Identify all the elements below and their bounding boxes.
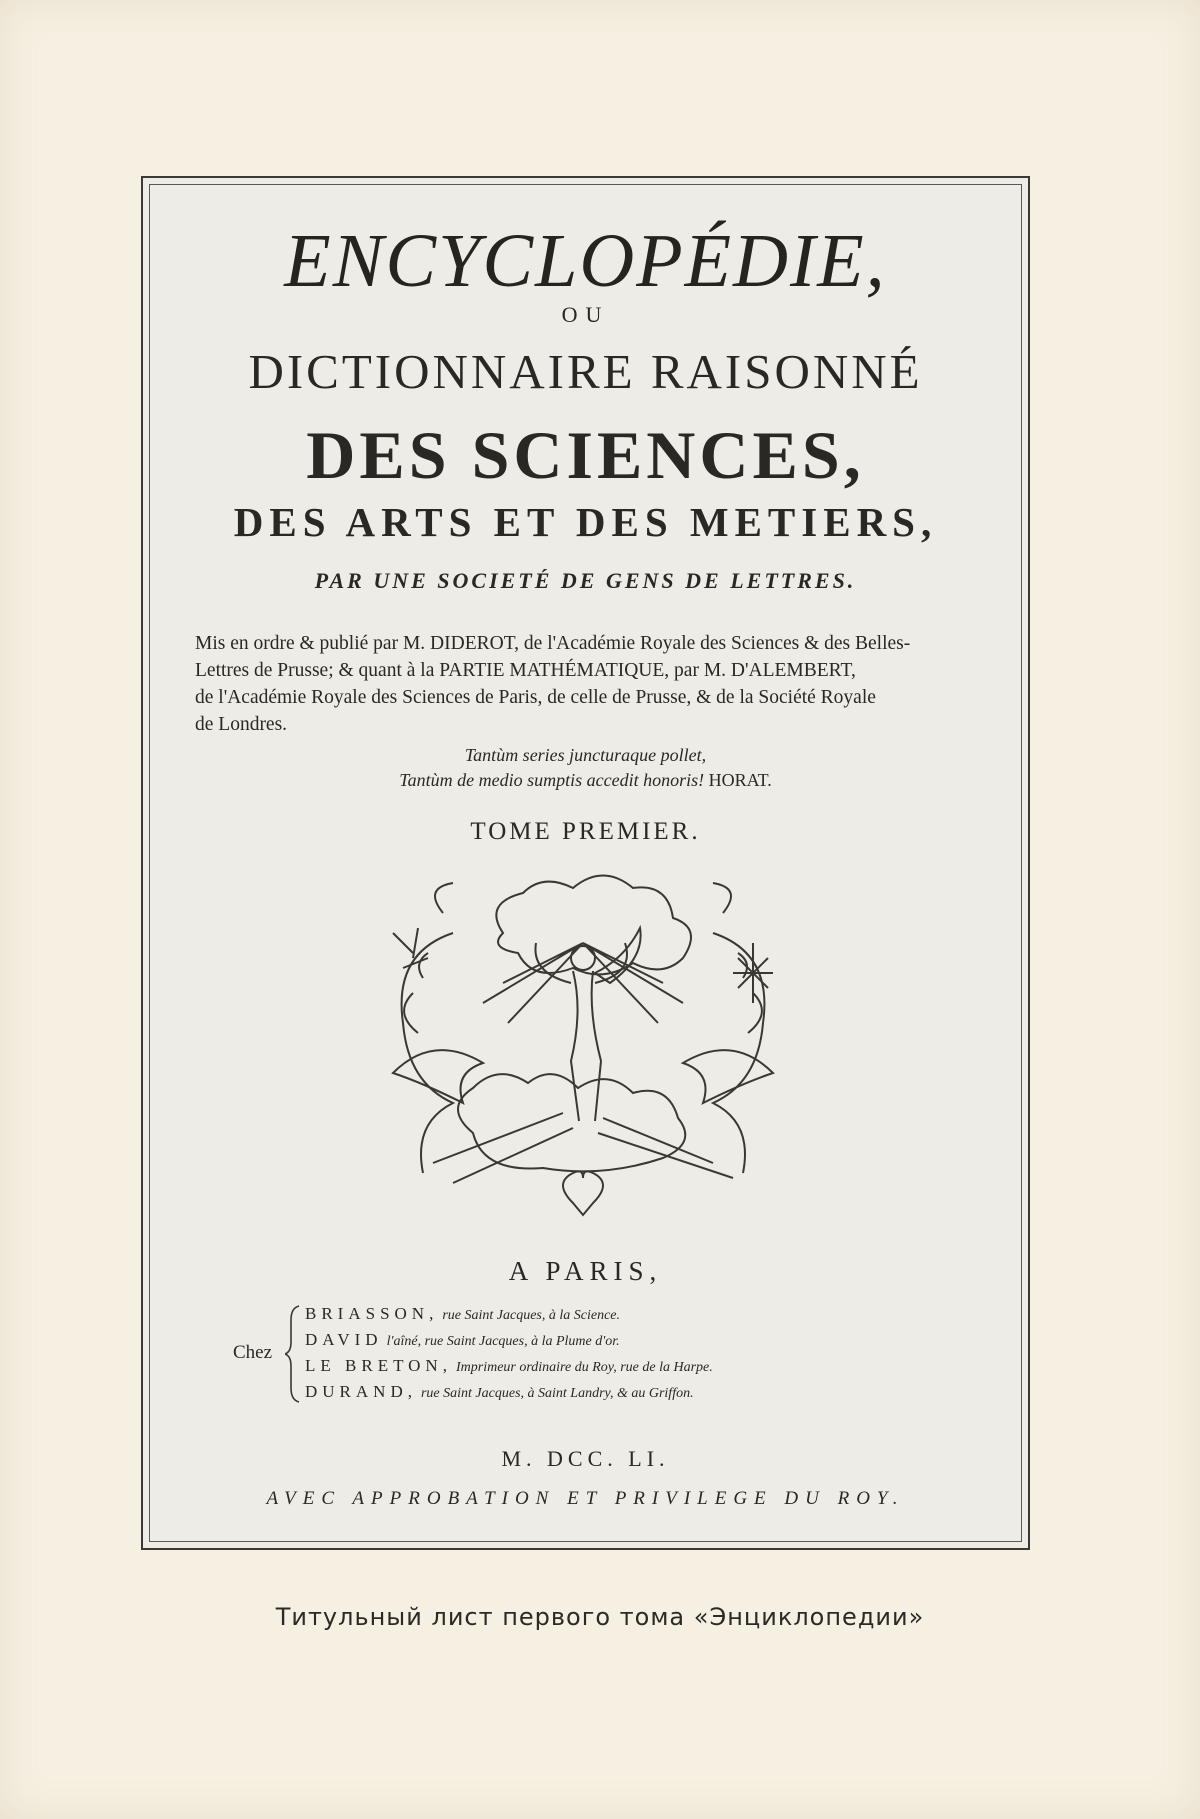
publisher-address: rue Saint Jacques, à la Science. xyxy=(442,1308,621,1323)
motto-author: HORAT. xyxy=(708,770,772,790)
motto-line-2-text: Tantùm de medio sumptis accedit honoris! xyxy=(399,770,705,790)
societe-line: PAR UNE SOCIETÉ DE GENS DE LETTRES. xyxy=(314,568,857,593)
publisher-name: DURAND, xyxy=(305,1382,417,1401)
encyclopedie-title: ENCYCLOPÉDIE, xyxy=(284,219,887,303)
publisher-row xyxy=(305,1354,713,1380)
year-roman: M. DCC. LI. xyxy=(501,1446,670,1471)
editors-line-2: Lettres de Prusse; & quant à la PARTIE MATHÉMATIQUE, par M. D'ALEMBERT, xyxy=(195,660,856,681)
motto-line-2 xyxy=(143,768,1028,793)
publisher-name: BRIASSON, xyxy=(305,1304,439,1323)
publisher-row xyxy=(305,1328,713,1354)
publisher-row xyxy=(305,1380,713,1406)
editors-line-1: Mis en ordre & publié par M. DIDEROT, de l'Académie Royale des Sciences & des Belles- xyxy=(195,633,911,654)
publisher-address: l'aîné, rue Saint Jacques, à la Plume d'or. xyxy=(386,1334,620,1349)
motto-line-1: Tantùm series juncturaque pollet, xyxy=(464,745,707,765)
publishers-block xyxy=(233,1302,933,1422)
arts-metiers-line: DES ARTS ET DES METIERS, xyxy=(233,499,938,545)
figure-caption: Титульный лист первого тома «Энциклопедии» xyxy=(275,1603,925,1631)
chez-label: Chez xyxy=(233,1342,273,1363)
dictionnaire-line: DICTIONNAIRE RAISONNÉ xyxy=(248,344,923,399)
approbation-line: AVEC APPROBATION ET PRIVILEGE DU ROY. xyxy=(266,1488,905,1509)
publisher-row xyxy=(305,1302,713,1328)
left-brace-icon xyxy=(285,1304,303,1404)
allegorical-vignette-icon xyxy=(333,873,833,1233)
horace-motto xyxy=(143,743,1028,793)
editors-line-4: de Londres. xyxy=(195,714,288,735)
publisher-address: Imprimeur ordinaire du Roy, rue de la Harpe. xyxy=(455,1360,713,1375)
sciences-line: DES SCIENCES, xyxy=(306,417,865,493)
title-page-plate xyxy=(141,176,1030,1550)
editors-line-3: de l'Académie Royale des Sciences de Paris, de celle de Prusse, & de la Société Royale xyxy=(195,687,876,708)
publisher-name: DAVID xyxy=(305,1330,383,1349)
publishers-list xyxy=(305,1302,713,1406)
a-paris: A PARIS, xyxy=(508,1256,663,1286)
publisher-address: rue Saint Jacques, à Saint Landry, & au Griffon. xyxy=(420,1386,694,1401)
tome-premier: TOME PREMIER. xyxy=(470,818,701,845)
editors-paragraph xyxy=(175,630,1004,738)
ou-line: OU xyxy=(561,302,610,327)
publisher-name: LE BRETON, xyxy=(305,1356,452,1375)
